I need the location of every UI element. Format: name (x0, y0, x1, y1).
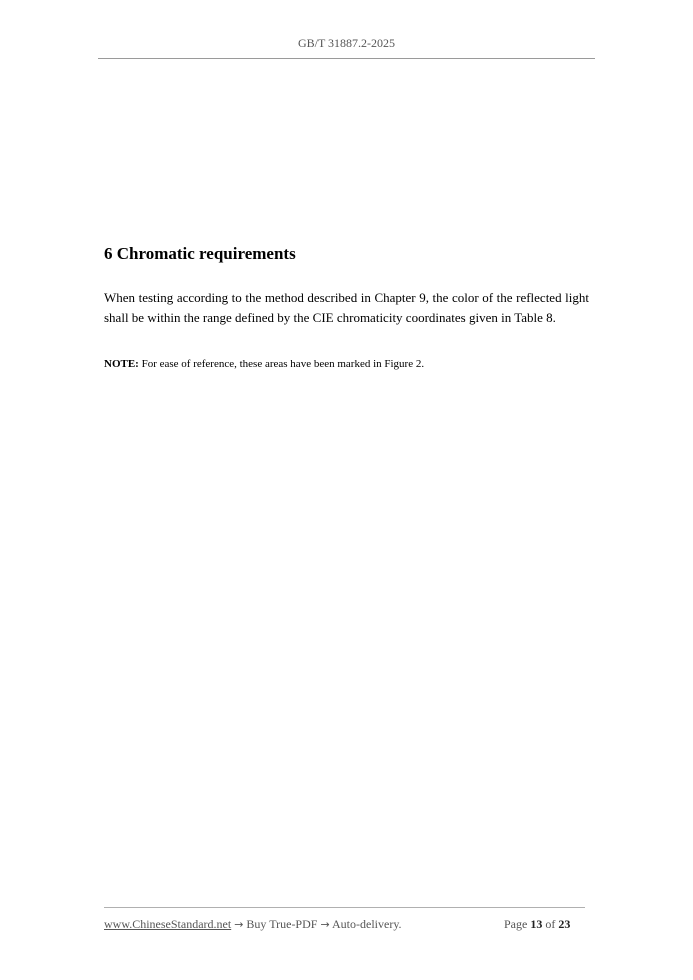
footer-promo (104, 917, 402, 932)
website-link[interactable]: www.ChineseStandard.net (104, 917, 232, 931)
auto-delivery-text: Auto-delivery. (332, 917, 402, 931)
document-code: GB/T 31887.2-2025 (297, 36, 396, 50)
right-arrow-icon: → (234, 918, 244, 931)
note (104, 356, 589, 372)
page-of-label: of (545, 917, 556, 931)
page-label: Page (504, 917, 528, 931)
header-divider (98, 58, 595, 59)
right-arrow-icon: → (320, 918, 330, 931)
note-text: For ease of reference, these areas have been marked in Figure 2. (141, 358, 425, 370)
page-current: 13 (530, 917, 543, 931)
page-total: 23 (558, 917, 571, 931)
section-paragraph: When testing according to the method described in Chapter 9, the color of the reflected light shall be within the range defined by the CIE chromaticity coordinates given in Table 8. (104, 290, 589, 325)
buy-pdf-text: Buy True-PDF (246, 917, 318, 931)
footer-divider (104, 907, 585, 908)
section-title: 6 Chromatic requirements (104, 244, 296, 263)
page-number (504, 917, 570, 932)
note-label: NOTE: (104, 358, 139, 370)
